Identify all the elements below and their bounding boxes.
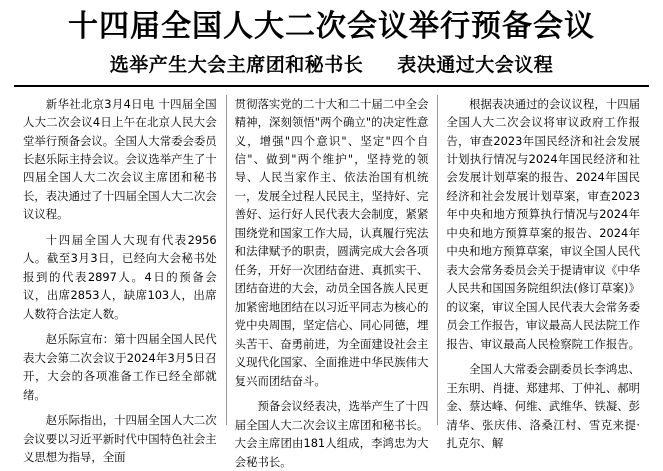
article-column-3 bbox=[437, 95, 649, 451]
page-title: 十四届全国人大二次会议举行预备会议 bbox=[68, 9, 595, 44]
subheadline-1: 选举产生大会主席团和秘书长 bbox=[109, 53, 364, 76]
subheadline-group bbox=[14, 50, 649, 77]
header-divider bbox=[14, 85, 649, 87]
paragraph: 赵乐际宣布：第十四届全国人民代表大会第二次会议于2024年3月5日召开，大会的各项准备工作已经全部就绪。 bbox=[23, 332, 217, 402]
article-columns bbox=[14, 95, 649, 469]
paragraph: 十四届全国人大现有代表2956人。截至3月3日，已经向大会秘书处报到的代表2897人。4日的预备会议，出席2853人，缺席103人，出席人数符合法定人数。 bbox=[23, 232, 217, 321]
paragraph: 预备会议经表决，选举产生了十四届全国人大二次会议主席团和秘书长。大会主席团由181人组成，李鸿忠为大会秘书长。 bbox=[234, 399, 429, 469]
paragraph: 贯彻落实党的二十大和二十届二中全会精神，深刻领悟"两个确立"的决定性意义，增强"四个意识"、坚定"四个自信"、做到"两个维护"，坚持党的领导、人民当家作主、依法治国有机统一，发展全过程人民民主，坚持好、完善好、运行好人民代表大会制度，紧紧围绕党和国家工作大局，认真履行宪法和法律赋予的职责，圆满完成大会各项任务，开好一次团结奋进、真抓实干、团结奋进的大会，动员全国各族人民更加紧密地团结在以习近平同志为核心的党中央周围，坚定信心、同心同德，埋头苦干、奋勇前进，为全面建设社会主义现代化国家、全面推进中华民族伟大复兴而团结奋斗。 bbox=[234, 96, 429, 388]
article-column-1 bbox=[14, 95, 226, 465]
paragraph: 根据表决通过的会议议程，十四届全国人大二次会议将审议政府工作报告，审查2023年国民经济和社会发展计划执行情况与2024年国民经济和社会发展计划草案的报告、2024年国民经济和社会发展计划草案，审查2023年中央和地方预算执行情况与2024年中央和地方预算草案的报告、2024年中央和地方预算草案，审议全国人民代表大会常务委员会关于提请审议《中华人民共和国国务院组织法(修订草案)》的议案，审议全国人民代表大会常务委员会工作报告，审议最高人民法院工作报告、审议最高人民检察院工作报告。 bbox=[446, 96, 641, 351]
article-column-2 bbox=[226, 95, 438, 469]
paragraph: 全国人大常委会副委员长李鸿忠、王东明、肖捷、郑建邦、丁仲礼、郝明金、蔡达峰、何维、武维华、铁凝、彭清华、张庆伟、洛桑江村、雪克来提·扎克尔、解 bbox=[446, 362, 641, 451]
subheadline-2: 表决通过大会议程 bbox=[397, 53, 554, 76]
paragraph: 新华社北京3月4日电 十四届全国人大二次会议4日上午在北京人民大会堂举行预备会议。全国人大常委会委员长赵乐际主持会议。会议选举产生了十四届全国人大二次会议主席团和秘书长，表决通过了十四届全国人大二次会议议程。 bbox=[23, 96, 217, 222]
paragraph: 赵乐际指出，十四届全国人大二次会议要以习近平新时代中国特色社会主义思想为指导，全面 bbox=[23, 413, 217, 465]
